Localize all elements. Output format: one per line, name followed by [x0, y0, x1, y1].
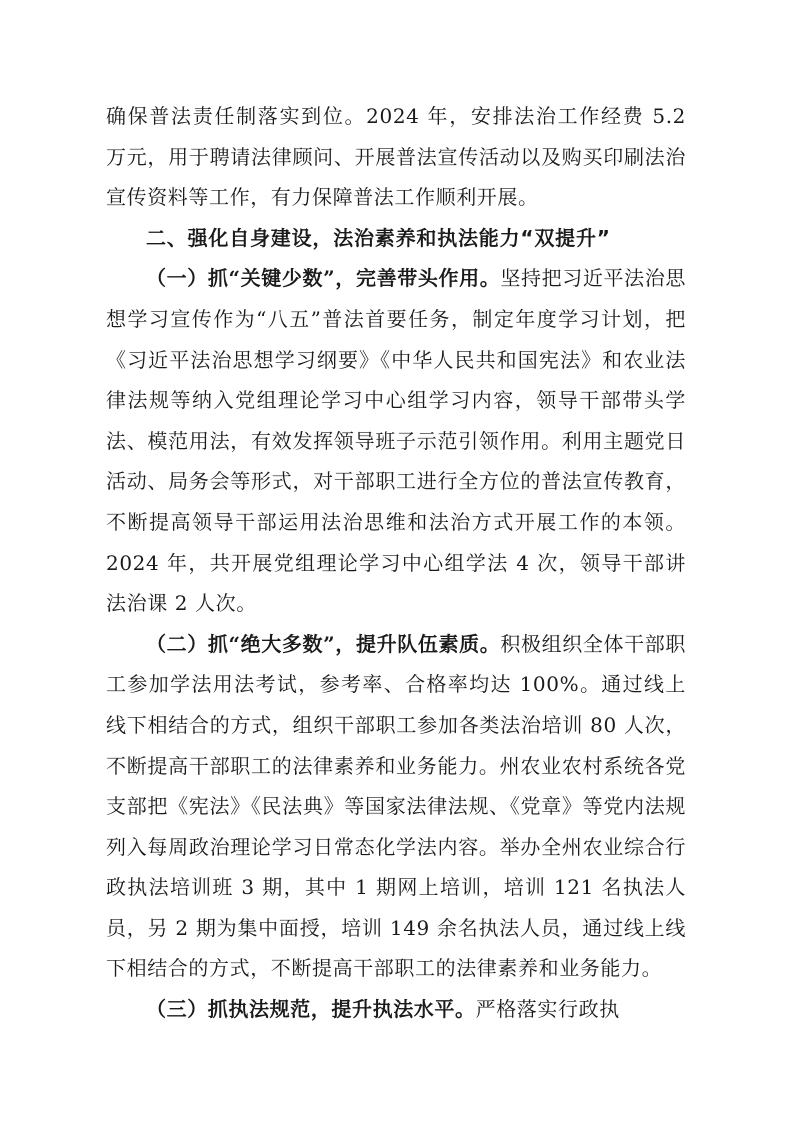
intro-paragraph [106, 96, 686, 218]
subsection-paragraph-1 [106, 258, 686, 623]
section-heading: 二、强化自身建设，法治素养和执法能力“双提升” [146, 225, 611, 250]
document-body [106, 96, 686, 1030]
subsection-lead-3: （三）抓执法规范，提升执法水平。 [146, 997, 476, 1022]
intro-text: 确保普法责任制落实到位。2024 年，安排法治工作经费 5.2 万元，用于聘请法律顾问、开展普法宣传活动以及购买印刷法治宣传资料等工作，有力保障普法工作顺利开展。 [106, 104, 686, 210]
subsection-lead-2: （二）抓“绝大多数”，提升队伍素质。 [146, 631, 501, 656]
subsection-body-1: 坚持把习近平法治思想学习宣传作为“八五”普法首要任务，制定年度学习计划，把《习近平法治思想学习纲要》《中华人民共和国宪法》和农业法律法规等纳入党组理论学习中心组学习内容，领导干部带头学法、模范用法，有效发挥领导班子示范引领作用。利用主题党日活动、局务会等形式，对干部职工进行全方位的普法宣传教育，不断提高领导干部运用法治思维和法治方式开展工作的本领。2024 年，共开展党组理论学习中心组学法 4 次，领导干部讲法治课 2 人次。 [106, 266, 686, 616]
subsection-body-2: 积极组织全体干部职工参加学法用法考试，参考率、合格率均达 100%。通过线上线下相结合的方式，组织干部职工参加各类法治培训 80 人次，不断提高干部职工的法律素养和业务能力。州农业农村系统各党支部把《宪法》《民法典》等国家法律法规、《党章》等党内法规列入每周政治理论学习日常态化学法内容。举办全州农业综合行政执法培训班 3 期，其中 1 期网上培训，培训 121 名执法人员，另 2 期为集中面授，培训 149 余名执法人员，通过线上线下相结合的方式，不断提高干部职工的法律素养和业务能力。 [106, 631, 686, 981]
subsection-lead-1: （一）抓“关键少数”，完善带头作用。 [146, 266, 501, 291]
subsection-paragraph-3 [106, 989, 686, 1030]
subsection-paragraph-2 [106, 624, 686, 989]
subsection-body-3: 严格落实行政执 [475, 997, 620, 1022]
